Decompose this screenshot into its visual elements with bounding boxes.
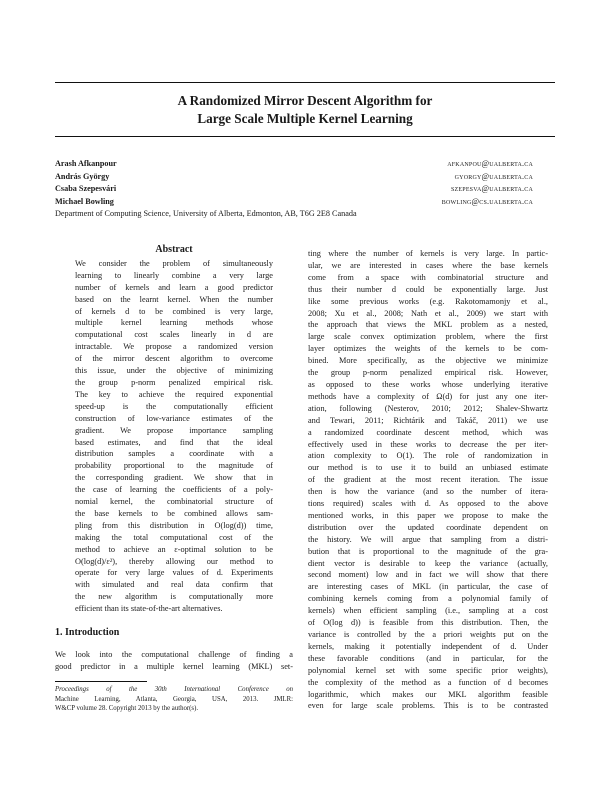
text-line: computational cost scales linearly in d are (75, 330, 273, 340)
text-line: distribution samples a coordinate with a (75, 449, 273, 459)
text-line: based estimates, and find that the ideal (75, 437, 273, 447)
text-line: of the mirror descent algorithm to overcome (75, 354, 273, 364)
text-line: multiple kernel learning methods whose (75, 318, 273, 328)
text-line: ation, following (Nesterov, 2010; 2012; Shalev-Shwartz (308, 403, 548, 413)
author-row (55, 183, 533, 196)
abstract-body (55, 258, 293, 615)
text-line: second moment) low and in fact we will show that there (308, 570, 548, 580)
text-line: these favorable conditions (and in particular, for the (308, 653, 548, 663)
text-line: the history. We will argue that sampling from a distri- (308, 534, 548, 544)
text-line: tions required) scales with d. As opposed to the above (308, 499, 548, 509)
author-email[interactable]: bowling@cs.ualberta.ca (441, 196, 533, 206)
author-name: Csaba Szepesvári (55, 184, 117, 193)
text-line: distribution over the updated coordinate dependent on (308, 522, 548, 532)
text-line: nomial kernel, the combinatorial structure of (75, 497, 273, 507)
footnote-line: Machine Learning, Atlanta, Georgia, USA, 2013. JMLR: (55, 695, 293, 703)
text-line: large scale convex optimization problem, where the first (308, 332, 548, 342)
text-line: ting where the number of kernels is very large. In partic- (308, 249, 548, 258)
author-row (55, 196, 533, 209)
text-line: combining kernels coming from a polynomial family of (308, 594, 548, 604)
text-line: kernels, making it potentially independent of d. Under (308, 641, 548, 651)
author-row (55, 158, 533, 171)
text-line: a randomized coordinate descent method, which was (308, 427, 548, 437)
text-line: number of kernels and learn a good predictor (75, 282, 273, 292)
title-top-rule (55, 82, 555, 83)
affiliation: Department of Computing Science, University of Alberta, Edmonton, AB, T6G 2E8 Canada (55, 209, 357, 218)
text-line: the new algorithm is computationally more (75, 592, 273, 602)
text-line: 2008; Xu et al., 2008; Nath et al., 2009) we start with (308, 308, 548, 318)
text-line: this issue, under the objective of minimizing (75, 366, 273, 376)
text-line: the case of learning the coefficients of a poly- (75, 485, 273, 495)
footnote (55, 685, 293, 714)
text-line: and Tewari, 2011; Richtárik and Takáč, 2011) we use (308, 415, 548, 425)
author-name: Arash Afkanpour (55, 159, 117, 168)
text-line: dient vector is desirable to keep the variance (actually, (308, 558, 548, 568)
text-line: the corresponding gradient. We show that in (75, 473, 273, 483)
text-line: method to achieve an ε-optimal solution to be (75, 544, 273, 554)
author-list (55, 158, 533, 208)
text-line: pling from this distribution in O(log(d)) time, (75, 520, 273, 530)
title-line-2: Large Scale Multiple Kernel Learning (197, 111, 413, 126)
text-line: We consider the problem of simultaneously (75, 258, 273, 268)
text-line: the complexity of the method as a function of d becomes (308, 677, 548, 687)
text-line: come from a space with combinatorial structure and (308, 272, 548, 282)
text-line: probability proportional to the magnitude of (75, 461, 273, 471)
text-line: with simulated and real data confirm that (75, 580, 273, 590)
author-email[interactable]: gyorgy@ualberta.ca (454, 171, 533, 181)
text-line: even for large scale problems. This is to be contrasted (308, 701, 548, 711)
text-line: gradient. We propose importance sampling (75, 425, 273, 435)
title-bottom-rule (55, 136, 555, 137)
text-line: efficient than its state-of-the-art alternatives. (75, 604, 223, 614)
text-line: thus their number d could be exponentially large. Just (308, 284, 548, 294)
text-line: are interesting cases of MKL (in particular, the case of (308, 582, 548, 592)
title-line-1: A Randomized Mirror Descent Algorithm for (177, 93, 433, 108)
text-line: polynomial kernel set with some specific prior weights), (308, 665, 548, 675)
text-line: speed-up is the computationally efficient (75, 401, 273, 411)
text-line: mentioned works, in this paper we propose to make the (308, 510, 548, 520)
text-line: ation complexity to O(1). The role of randomization in (308, 451, 548, 461)
footnote-line: Proceedings of the 30th International Conference on (55, 686, 293, 693)
text-line: The key to achieve the required exponential (75, 389, 273, 399)
text-line: making the total computational cost of the (75, 532, 273, 542)
text-line: operate for very large values of d. Experiments (75, 568, 273, 578)
text-line: the group p-norm penalized empirical risk. However, (308, 368, 548, 378)
left-column (55, 244, 293, 673)
right-column-body (308, 248, 548, 712)
text-line: the base kernels to be combined allows sam- (75, 508, 273, 518)
author-email[interactable]: szepesva@ualberta.ca (451, 184, 533, 193)
text-line: bution that is proportional to the magnitude of the gra- (308, 546, 548, 556)
text-line: the approach that views the MKL problem as a nested, (308, 320, 548, 330)
author-name: András György (55, 171, 110, 181)
author-name: Michael Bowling (55, 196, 114, 206)
text-line: ular, we are interested in cases where the base kernels (308, 260, 548, 270)
text-line: of the gradient at the most recent iteration. The issue (308, 475, 548, 485)
text-line: effectively used in these works to decrease the per iter- (308, 439, 548, 449)
text-line: We look into the computational challenge of finding a (55, 650, 293, 659)
text-line: as opposed to these works whose underlying iterative (308, 379, 548, 389)
text-line: intractable. We propose a randomized version (75, 342, 273, 352)
paper-title (55, 92, 555, 128)
text-line: of O(log d)) is feasible from this distribution. Then, the (308, 618, 548, 628)
text-line: O(log(d)/ε²), thereby allowing our method to (75, 556, 273, 566)
footnote-rule (55, 681, 147, 682)
text-line: layer optimizes the weights of the kernels to be com- (308, 344, 548, 354)
text-line: bined. More specifically, as the objective we minimize (308, 356, 548, 366)
text-line: our method is to use it to build an unbiased estimate (308, 463, 548, 473)
author-row (55, 171, 533, 184)
text-line: based on the learnt kernel. When the number (75, 294, 273, 304)
text-line: then is how the variance (and so the number of itera- (308, 487, 548, 497)
intro-heading: 1. Introduction (55, 627, 120, 639)
text-line: like some previous works (e.g. Rakotomamonjy et al., (308, 296, 548, 306)
text-line: good predictor in a multiple kernel learning (MKL) set- (55, 661, 293, 671)
footnote-line: W&CP volume 28. Copyright 2013 by the author(s). (55, 705, 199, 713)
intro-body (55, 649, 293, 673)
text-line: variance is controlled by the a priori weights put on the (308, 630, 548, 639)
text-line: methods have a complexity of Ω(d) for just any one iter- (308, 391, 548, 401)
text-line: of kernels d to be combined is very large, (75, 306, 273, 316)
author-email[interactable]: afkanpou@ualberta.ca (447, 159, 533, 168)
text-line: kernels) when efficient sampling (i.e., sampling at a cost (308, 606, 548, 616)
text-line: the group p-norm penalized empirical risk. (75, 377, 273, 387)
right-column (308, 248, 548, 712)
abstract-heading: Abstract (155, 244, 193, 255)
text-line: learning to linearly combine a very large (75, 270, 273, 280)
text-line: construction of low-variance estimates of the (75, 413, 273, 423)
text-line: logarithmic, which makes our MKL algorithm feasible (308, 689, 548, 699)
